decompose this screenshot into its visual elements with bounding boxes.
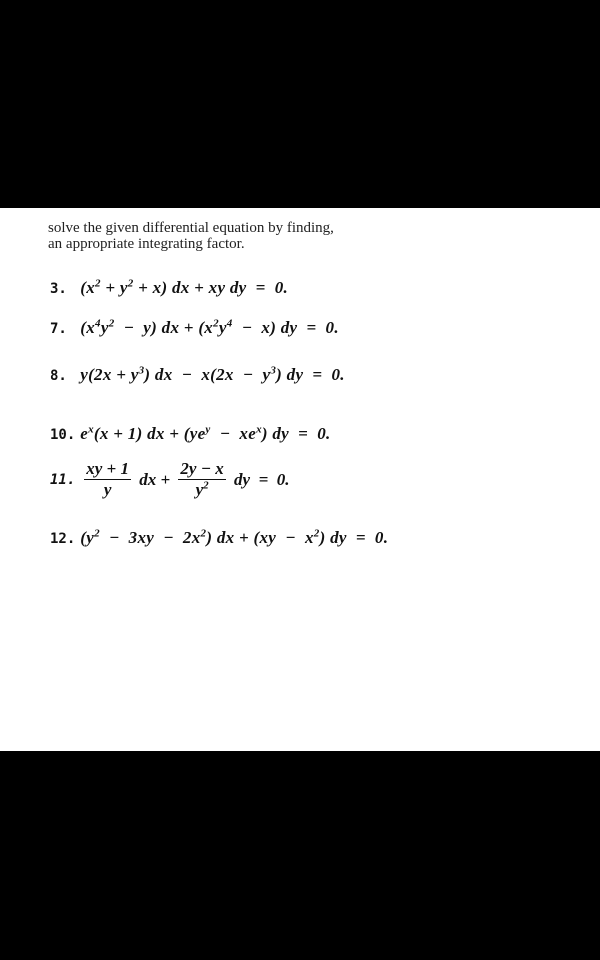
problem-number: 3. <box>50 281 67 297</box>
fraction-1 <box>84 460 131 500</box>
problem-equation: $e^x(x + 1)$ dx + $(ye^y - xe^x)$ dy = 0. <box>80 423 331 443</box>
problem-equation: $y(2x + y^3)$ dx − $x(2x - y^3)$ dy = 0. <box>80 364 345 384</box>
instruction-line-1: solve the given differential equation by finding, <box>48 220 334 236</box>
problem-3 <box>50 278 288 298</box>
fraction-2 <box>178 460 225 500</box>
instruction-line-2: an appropriate integrating factor. <box>48 236 245 252</box>
problem-number: 8. <box>50 368 67 384</box>
problem-10 <box>50 424 331 444</box>
dy-term: dy = 0. <box>234 470 290 489</box>
dx-term: dx + <box>139 470 171 489</box>
instruction-text <box>48 220 334 252</box>
problem-11 <box>50 460 290 500</box>
problem-equation: $(y^2 - 3xy - 2x^2)$ dx + $(xy - x^2)$ dy = 0. <box>80 527 389 547</box>
fraction-1-denominator: y <box>103 480 112 499</box>
document-page <box>0 208 600 751</box>
problem-number: 11. <box>50 472 76 488</box>
problem-number: 12. <box>50 531 76 547</box>
problem-12 <box>50 528 388 548</box>
problem-number: 10. <box>50 427 76 443</box>
problem-equation: $(x^4y^2 - y)$ dx + $(x^2y^4 - x)$ dy = 0. <box>80 317 339 337</box>
problem-number: 7. <box>50 321 67 337</box>
fraction-2-numerator: 2y − x <box>180 459 224 478</box>
fraction-1-numerator: xy + 1 <box>86 459 129 478</box>
problem-7 <box>50 318 339 338</box>
problem-8 <box>50 365 345 385</box>
fraction-2-denominator: $y^2$ <box>195 479 209 499</box>
problem-equation: $(x^2 + y^2 + x)$ dx + xy dy = 0. <box>80 277 289 297</box>
